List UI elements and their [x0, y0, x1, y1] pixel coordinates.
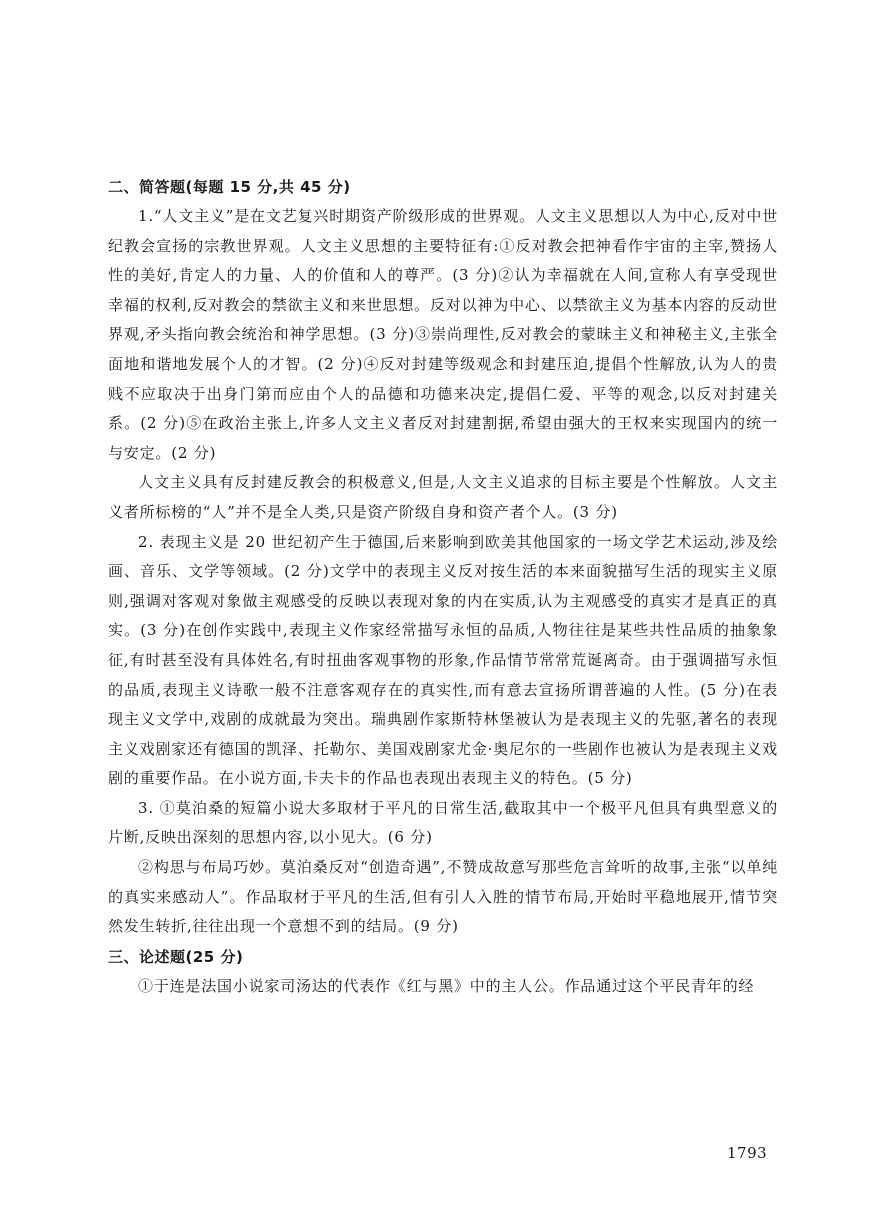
answer-paragraph-3: 2. 表现主义是 20 世纪初产生于德国,后来影响到欧美其他国家的一场文学艺术运动,涉及绘画、音乐、文学等领域。(2 分)文学中的表现主义反对按生活的本来面貌描写生活的现实主义原则,强调对客观对象做主观感受的反映以表现对象的内在实质,认为主观感受的真实才是真正的真实。(3 分)在创作实践中,表现主义作家经常描写永恒的品质,人物往往是某些共性品质的抽象象征,有时甚至没有具体姓名,有时扭曲客观事物的形象,作品情节常常荒诞离奇。由于强调描写永恒的品质,表现主义诗歌一般不注意客观存在的真实性,而有意去宣扬所谓普遍的人性。(5 分)在表现主义文学中,戏剧的成就最为突出。瑞典剧作家斯特林堡被认为是表现主义的先驱,著名的表现主义戏剧家还有德国的凯泽、托勒尔、美国戏剧家尤金·奥尼尔的一些剧作也被认为是表现主义戏剧的重要作品。在小说方面,卡夫卡的作品也表现出表现主义的特色。(5 分) — [108, 532, 778, 788]
answer-paragraph-1: 1.“人文主义”是在文艺复兴时期资产阶级形成的世界观。人文主义思想以人为中心,反对中世纪教会宣扬的宗教世界观。人文主义思想的主要特征有:①反对教会把神看作宇宙的主宰,赞扬人性的美好,肯定人的力量、人的价值和人的尊严。(3 分)②认为幸福就在人间,宣称人有享受现世幸福的权利,反对教会的禁欲主义和来世思想。反对以神为中心、以禁欲主义为基本内容的反动世界观,矛头指向教会统治和神学思想。(3 分)③崇尚理性,反对教会的蒙昧主义和神秘主义,主张全面地和谐地发展个人的才智。(2 分)④反对封建等级观念和封建压迫,提倡个性解放,认为人的贵贱不应取决于出身门第而应由个人的品德和功德来决定,提倡仁爱、平等的观念,以反对封建关系。(2 分)⑤在政治主张上,许多人文主义者反对封建割据,希望由强大的王权来实现国内的统一与安定。(2 分) — [108, 207, 778, 462]
answer-paragraph-5: ②构思与布局巧妙。莫泊桑反对“创造奇遇”,不赞成故意写那些危言耸听的故事,主张“以单纯的真实来感动人”。作品取材于平凡的生活,但有引人入胜的情节布局,开始时平稳地展开,情节突然发生转折,往往出现一个意想不到的结局。(9 分) — [108, 858, 778, 936]
page-number: 1793 — [727, 1144, 768, 1162]
essay-paragraph-1: ①于连是法国小说家司汤达的代表作《红与黑》中的主人公。作品通过这个平民青年的经 — [138, 976, 755, 995]
answer-paragraph-4: 3. ①莫泊桑的短篇小说大多取材于平凡的日常生活,截取其中一个极平凡但具有典型意义的片断,反映出深刻的思想内容,以小见大。(6 分) — [108, 798, 778, 847]
section-heading-essay: 三、论述题(25 分) — [108, 947, 244, 966]
answer-content — [108, 172, 778, 1001]
section-heading-short-answer: 二、简答题(每题 15 分,共 45 分) — [108, 178, 351, 196]
answer-paragraph-2: 人文主义具有反封建反教会的积极意义,但是,人文主义追求的目标主要是个性解放。人文主义者所标榜的“人”并不是全人类,只是资产阶级自身和资产者个人。(3 分) — [108, 473, 778, 521]
